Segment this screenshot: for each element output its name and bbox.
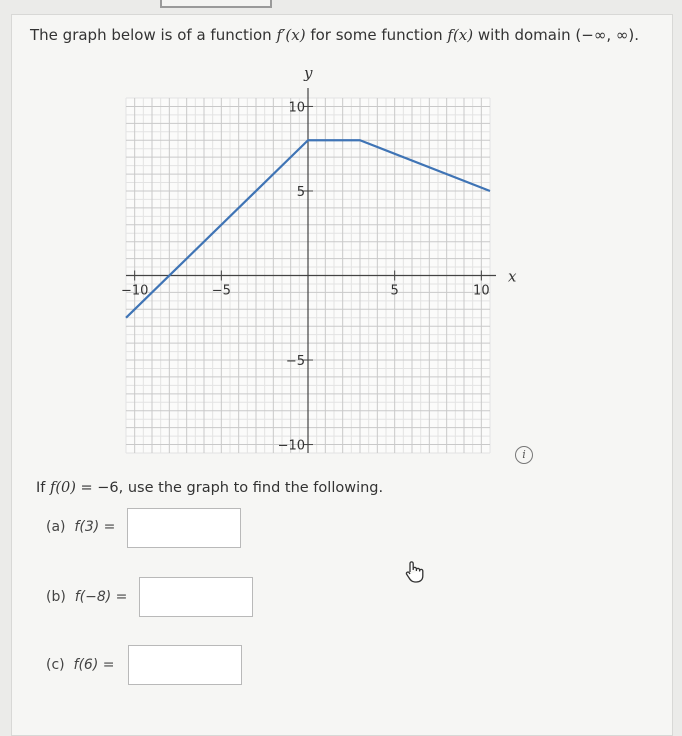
- part-a-label: [46, 519, 115, 535]
- answer-c-input[interactable]: [128, 645, 242, 685]
- part-a-eq: =: [103, 519, 116, 535]
- question-prefix: The graph below is of a function: [30, 26, 277, 44]
- x-axis-label: x: [508, 267, 517, 286]
- hand-cursor-icon: [404, 560, 426, 584]
- part-b-label: [46, 589, 127, 605]
- condition-f0: f(0): [50, 480, 76, 496]
- part-c-eq: =: [102, 657, 115, 673]
- top-toolbar-tab: [160, 0, 272, 8]
- x-tick-label: 10: [473, 283, 490, 299]
- x-tick-label: −5: [211, 283, 231, 299]
- part-b-letter: (b): [46, 589, 66, 605]
- x-tick-label: −10: [120, 283, 149, 299]
- part-b-expr: f(−8): [74, 589, 112, 605]
- y-tick-label: 5: [296, 184, 305, 200]
- question-fprime: f′(x): [276, 26, 306, 44]
- condition-rest: = −6, use the graph to find the following.: [75, 480, 384, 496]
- question-f: f(x): [447, 26, 474, 44]
- y-tick-label: −10: [277, 438, 305, 454]
- question-middle: for some function: [305, 26, 448, 44]
- y-tick-label: 10: [288, 100, 305, 116]
- x-tick-label: 5: [390, 283, 399, 299]
- y-axis-label: y: [304, 64, 313, 82]
- question-suffix: with domain (−∞, ∞).: [473, 26, 639, 44]
- condition-prefix: If: [36, 480, 50, 496]
- given-condition: [36, 480, 383, 496]
- answer-b-input[interactable]: [139, 577, 253, 617]
- part-a-letter: (a): [46, 519, 66, 535]
- part-c-letter: (c): [46, 657, 65, 673]
- part-a-expr: f(3): [74, 519, 100, 535]
- info-icon[interactable]: i: [515, 446, 533, 464]
- part-c-label: [46, 657, 114, 673]
- part-b-eq: =: [115, 589, 128, 605]
- part-c-expr: f(6): [73, 657, 99, 673]
- y-tick-label: −5: [285, 354, 305, 370]
- question-text: [30, 26, 639, 44]
- answer-a-input[interactable]: [127, 508, 241, 548]
- derivative-graph: [110, 64, 530, 454]
